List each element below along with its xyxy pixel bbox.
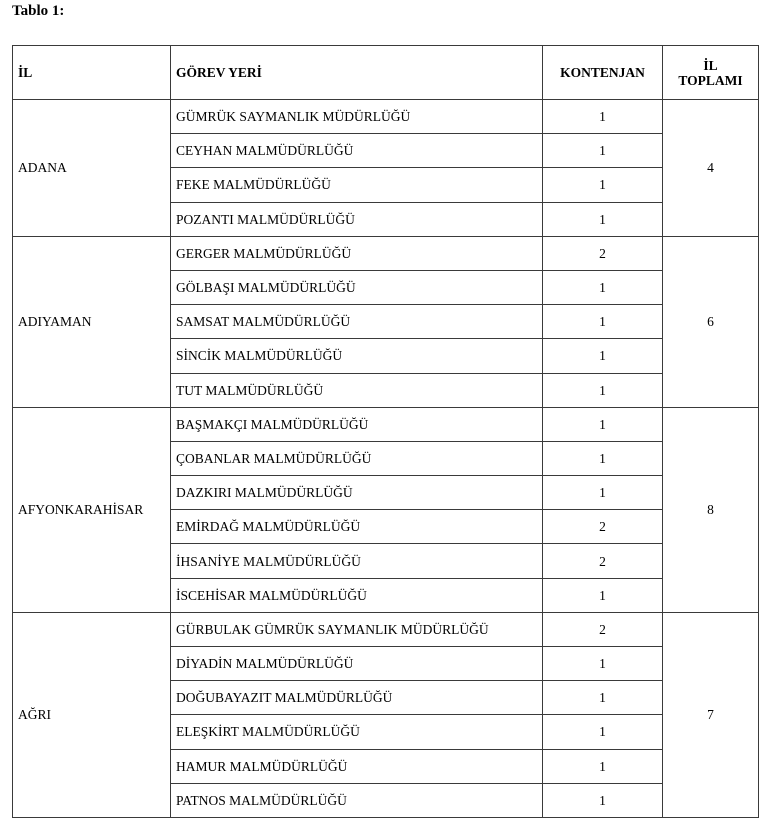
kontenjan-cell: 1: [543, 476, 663, 510]
kontenjan-cell: 1: [543, 373, 663, 407]
il-cell: ADANA: [13, 100, 171, 237]
kontenjan-cell: 1: [543, 441, 663, 475]
kontenjan-cell: 1: [543, 715, 663, 749]
kontenjan-cell: 2: [543, 510, 663, 544]
il-cell: AFYONKARAHİSAR: [13, 407, 171, 612]
gorev-yeri-cell: DİYADİN MALMÜDÜRLÜĞÜ: [171, 647, 543, 681]
kontenjan-cell: 1: [543, 407, 663, 441]
gorev-yeri-cell: FEKE MALMÜDÜRLÜĞÜ: [171, 168, 543, 202]
gorev-yeri-cell: DAZKIRI MALMÜDÜRLÜĞÜ: [171, 476, 543, 510]
il-toplami-cell: 4: [663, 100, 759, 237]
gorev-yeri-cell: ELEŞKİRT MALMÜDÜRLÜĞÜ: [171, 715, 543, 749]
header-il-toplami: [663, 46, 759, 100]
table-row: [13, 612, 759, 646]
kontenjan-cell: 2: [543, 612, 663, 646]
gorev-yeri-cell: PATNOS MALMÜDÜRLÜĞÜ: [171, 783, 543, 817]
gorev-yeri-cell: SAMSAT MALMÜDÜRLÜĞÜ: [171, 305, 543, 339]
header-il: İL: [13, 46, 171, 100]
kontenjan-cell: 1: [543, 134, 663, 168]
gorev-yeri-cell: HAMUR MALMÜDÜRLÜĞÜ: [171, 749, 543, 783]
gorev-yeri-cell: BAŞMAKÇI MALMÜDÜRLÜĞÜ: [171, 407, 543, 441]
gorev-yeri-cell: İSCEHİSAR MALMÜDÜRLÜĞÜ: [171, 578, 543, 612]
header-il-toplami-line2: TOPLAMI: [678, 72, 743, 88]
table-body: [13, 100, 759, 818]
il-toplami-cell: 8: [663, 407, 759, 612]
kontenjan-cell: 1: [543, 681, 663, 715]
gorev-yeri-cell: ÇOBANLAR MALMÜDÜRLÜĞÜ: [171, 441, 543, 475]
header-row: [13, 46, 759, 100]
kontenjan-cell: 2: [543, 236, 663, 270]
table-row: [13, 407, 759, 441]
kontenjan-cell: 1: [543, 100, 663, 134]
header-il-toplami-line1: İL: [703, 57, 718, 73]
il-toplami-cell: 6: [663, 236, 759, 407]
header-kontenjan: KONTENJAN: [543, 46, 663, 100]
gorev-yeri-cell: SİNCİK MALMÜDÜRLÜĞÜ: [171, 339, 543, 373]
gorev-yeri-cell: CEYHAN MALMÜDÜRLÜĞÜ: [171, 134, 543, 168]
quota-table: [12, 45, 759, 818]
il-cell: AĞRI: [13, 612, 171, 817]
kontenjan-cell: 2: [543, 544, 663, 578]
il-toplami-cell: 7: [663, 612, 759, 817]
kontenjan-cell: 1: [543, 270, 663, 304]
gorev-yeri-cell: GÜMRÜK SAYMANLIK MÜDÜRLÜĞÜ: [171, 100, 543, 134]
kontenjan-cell: 1: [543, 202, 663, 236]
kontenjan-cell: 1: [543, 647, 663, 681]
kontenjan-cell: 1: [543, 578, 663, 612]
kontenjan-cell: 1: [543, 783, 663, 817]
table-caption: Tablo 1:: [12, 3, 65, 19]
kontenjan-cell: 1: [543, 749, 663, 783]
kontenjan-cell: 1: [543, 339, 663, 373]
kontenjan-cell: 1: [543, 168, 663, 202]
gorev-yeri-cell: GÜRBULAK GÜMRÜK SAYMANLIK MÜDÜRLÜĞÜ: [171, 612, 543, 646]
gorev-yeri-cell: GERGER MALMÜDÜRLÜĞÜ: [171, 236, 543, 270]
gorev-yeri-cell: POZANTI MALMÜDÜRLÜĞÜ: [171, 202, 543, 236]
header-gorev-yeri: GÖREV YERİ: [171, 46, 543, 100]
il-cell: ADIYAMAN: [13, 236, 171, 407]
gorev-yeri-cell: İHSANİYE MALMÜDÜRLÜĞÜ: [171, 544, 543, 578]
table-row: [13, 236, 759, 270]
gorev-yeri-cell: EMİRDAĞ MALMÜDÜRLÜĞÜ: [171, 510, 543, 544]
kontenjan-cell: 1: [543, 305, 663, 339]
gorev-yeri-cell: GÖLBAŞI MALMÜDÜRLÜĞÜ: [171, 270, 543, 304]
gorev-yeri-cell: TUT MALMÜDÜRLÜĞÜ: [171, 373, 543, 407]
table-row: [13, 100, 759, 134]
gorev-yeri-cell: DOĞUBAYAZIT MALMÜDÜRLÜĞÜ: [171, 681, 543, 715]
